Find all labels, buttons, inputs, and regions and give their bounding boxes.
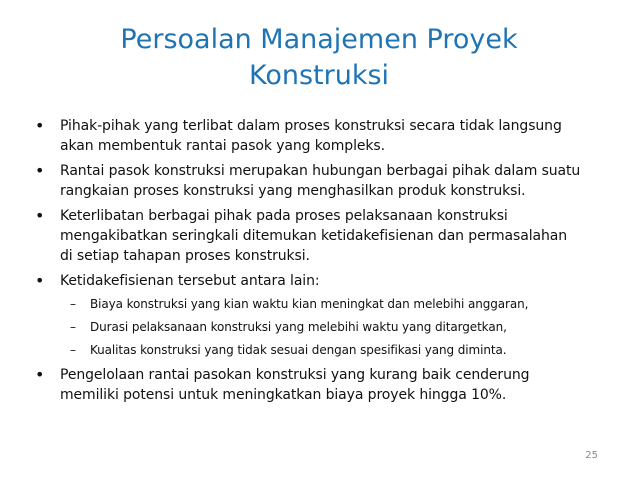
bullet-item	[30, 271, 610, 291]
slide-content	[30, 116, 610, 410]
bullet-line: mengakibatkan seringkali ditemukan ketidakefisienan dan permasalahan	[60, 228, 568, 244]
bullet-item	[30, 116, 610, 156]
bullet-line: rangkaian proses konstruksi yang menghasilkan produk konstruksi.	[60, 183, 526, 199]
sub-bullet-text: Durasi pelaksanaan konstruksi yang melebihi waktu yang ditargetkan,	[90, 320, 507, 334]
sub-bullet-mark: –	[70, 297, 76, 311]
bullet-mark: •	[35, 161, 45, 180]
bullet-item	[30, 206, 610, 266]
bullet-mark: •	[35, 206, 45, 225]
bullet-mark: •	[35, 116, 45, 135]
bullet-item	[30, 161, 610, 201]
bullet-mark: •	[35, 365, 45, 384]
sub-bullet-mark: –	[70, 320, 76, 334]
sub-bullet-text: Biaya konstruksi yang kian waktu kian meningkat dan melebihi anggaran,	[90, 297, 529, 311]
bullet-line: Keterlibatan berbagai pihak pada proses pelaksanaan konstruksi	[60, 208, 508, 224]
bullet-item	[30, 365, 610, 405]
bullet-line: Pengelolaan rantai pasokan konstruksi yang kurang baik cenderung	[60, 367, 530, 383]
bullet-line: Ketidakefisienan tersebut antara lain:	[60, 273, 320, 289]
sub-bullet-item	[30, 319, 610, 335]
bullet-line: Pihak-pihak yang terlibat dalam proses konstruksi secara tidak langsung	[60, 118, 562, 134]
bullet-line: memiliki potensi untuk meningkatkan biaya proyek hingga 10%.	[60, 387, 507, 403]
sub-bullet-item	[30, 296, 610, 312]
slide-title-line-1: Persoalan Manajemen Proyek	[120, 24, 518, 55]
sub-bullet-text: Kualitas konstruksi yang tidak sesuai dengan spesifikasi yang diminta.	[90, 343, 507, 357]
bullet-line: akan membentuk rantai pasok yang kompleks.	[60, 138, 385, 154]
bullet-mark: •	[35, 271, 45, 290]
page-number: 25	[585, 450, 598, 461]
sub-bullet-list	[30, 296, 610, 358]
sub-bullet-mark: –	[70, 343, 76, 357]
slide-title-line-2: Konstruksi	[248, 60, 390, 91]
sub-bullet-item	[30, 342, 610, 358]
slide-title	[40, 22, 598, 94]
bullet-line: di setiap tahapan proses konstruksi.	[60, 248, 310, 264]
bullet-line: Rantai pasok konstruksi merupakan hubungan berbagai pihak dalam suatu	[60, 163, 581, 179]
